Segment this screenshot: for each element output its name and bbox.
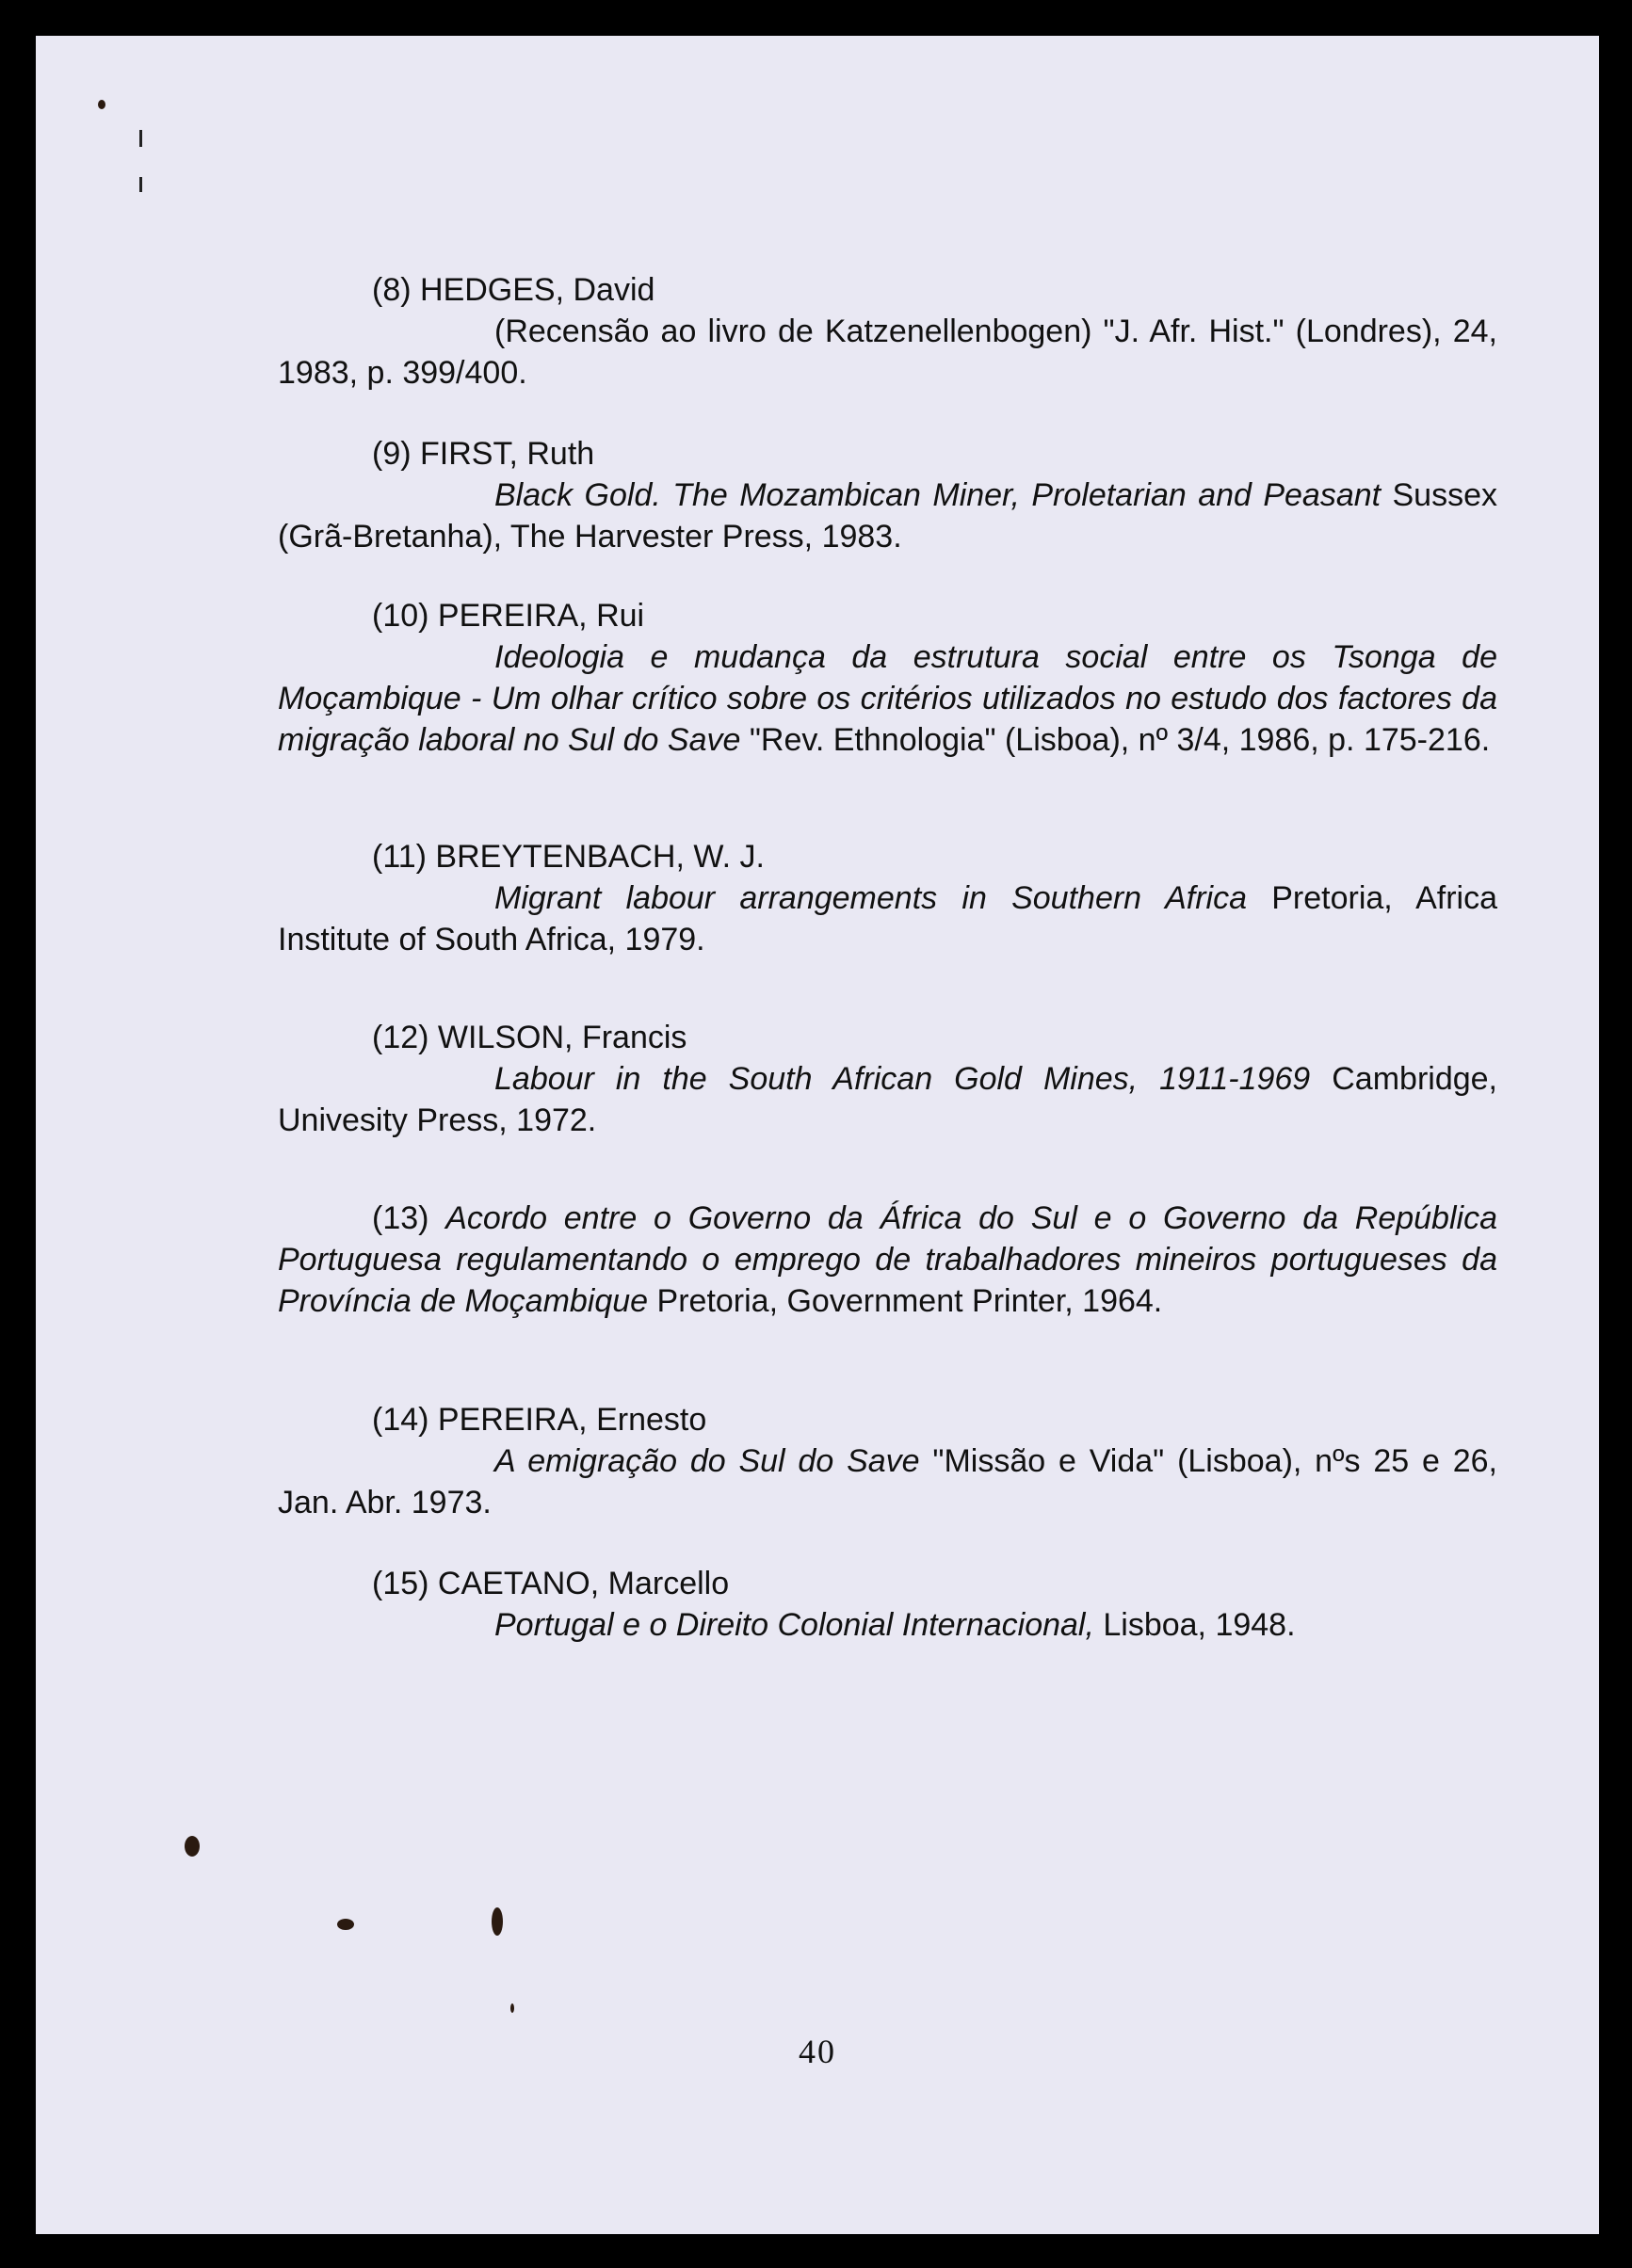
ref-title: Acordo entre o Governo da África do Sul e o Governo da República Portuguesa regulamentando o emprego de trabalhadores mineiros portugueses da Província de Moçambique [278,1200,1497,1319]
ref-body [278,1440,1497,1523]
stain-mark [492,1907,503,1936]
ref-number: (15) [372,1566,429,1601]
stain-mark [98,100,105,109]
ref-body [278,311,1497,394]
ref-body [278,1198,1497,1322]
ref-author: HEDGES, David [420,272,655,308]
ref-number: (8) [372,272,412,308]
ref-number: (11) [372,839,427,875]
ref-details: "Rev. Ethnologia" (Lisboa), nº 3/4, 1986, p. 175-216. [740,722,1491,758]
ref-number: (9) [372,436,412,472]
ref-author: PEREIRA, Ernesto [437,1402,707,1438]
hole-mark [139,177,142,192]
ref-details: Pretoria, Africa Institute of South Africa, 1979. [278,880,1497,957]
ref-author: BREYTENBACH, W. J. [435,839,765,875]
document-page [36,36,1599,2234]
page-number: 40 [799,2033,836,2070]
ref-title: Ideologia e mudança da estrutura social entre os Tsonga de Moçambique - Um olhar crítico sobre os critérios utilizados no estudo dos factores da migração laboral no Sul do Save [278,639,1497,758]
stain-mark [337,1919,354,1930]
ref-details: Pretoria, Government Printer, 1964. [648,1283,1163,1319]
stain-mark [185,1836,200,1857]
ref-number: (14) [372,1402,429,1438]
ref-author: FIRST, Ruth [420,436,595,472]
ref-title: Portugal e o Direito Colonial Internacional, [494,1607,1094,1643]
reference-10 [278,595,1497,761]
ref-title: Black Gold. The Mozambican Miner, Proletarian and Peasant [494,477,1382,513]
ref-author: PEREIRA, Rui [437,598,645,634]
reference-15 [278,1563,1497,1646]
ref-details: "Missão e Vida" (Lisboa), nºs 25 e 26, Jan. Abr. 1973. [278,1443,1497,1520]
reference-9 [278,433,1497,557]
ref-title: A emigração do Sul do Save [494,1443,920,1479]
reference-8 [278,269,1497,394]
ref-number: (12) [372,1020,429,1055]
ref-body [278,636,1497,761]
reference-13 [278,1198,1497,1322]
ref-number: (10) [372,598,429,634]
ref-body [278,877,1497,960]
ref-details: (Recensão ao livro de Katzenellenbogen) "J. Afr. Hist." (Londres), 24, 1983, p. 399/400. [278,314,1497,391]
ref-details: Cambridge, Univesity Press, 1972. [278,1061,1497,1138]
hole-mark [139,130,142,147]
ref-body [278,1058,1497,1141]
ref-details: Lisboa, 1948. [1093,1607,1296,1643]
ref-title: Labour in the South African Gold Mines, 1911-1969 [494,1061,1311,1097]
ref-author: WILSON, Francis [437,1020,687,1055]
ref-details: Sussex (Grã-Bretanha), The Harvester Press, 1983. [278,477,1497,555]
ref-title: Migrant labour arrangements in Southern Africa [494,880,1247,916]
stain-mark [510,2003,514,2013]
reference-14 [278,1399,1497,1523]
reference-12 [278,1017,1497,1141]
ref-number: (13) [372,1200,429,1236]
ref-body [278,475,1497,557]
ref-body [278,1604,1497,1646]
ref-author: CAETANO, Marcello [437,1566,730,1601]
reference-11 [278,836,1497,960]
